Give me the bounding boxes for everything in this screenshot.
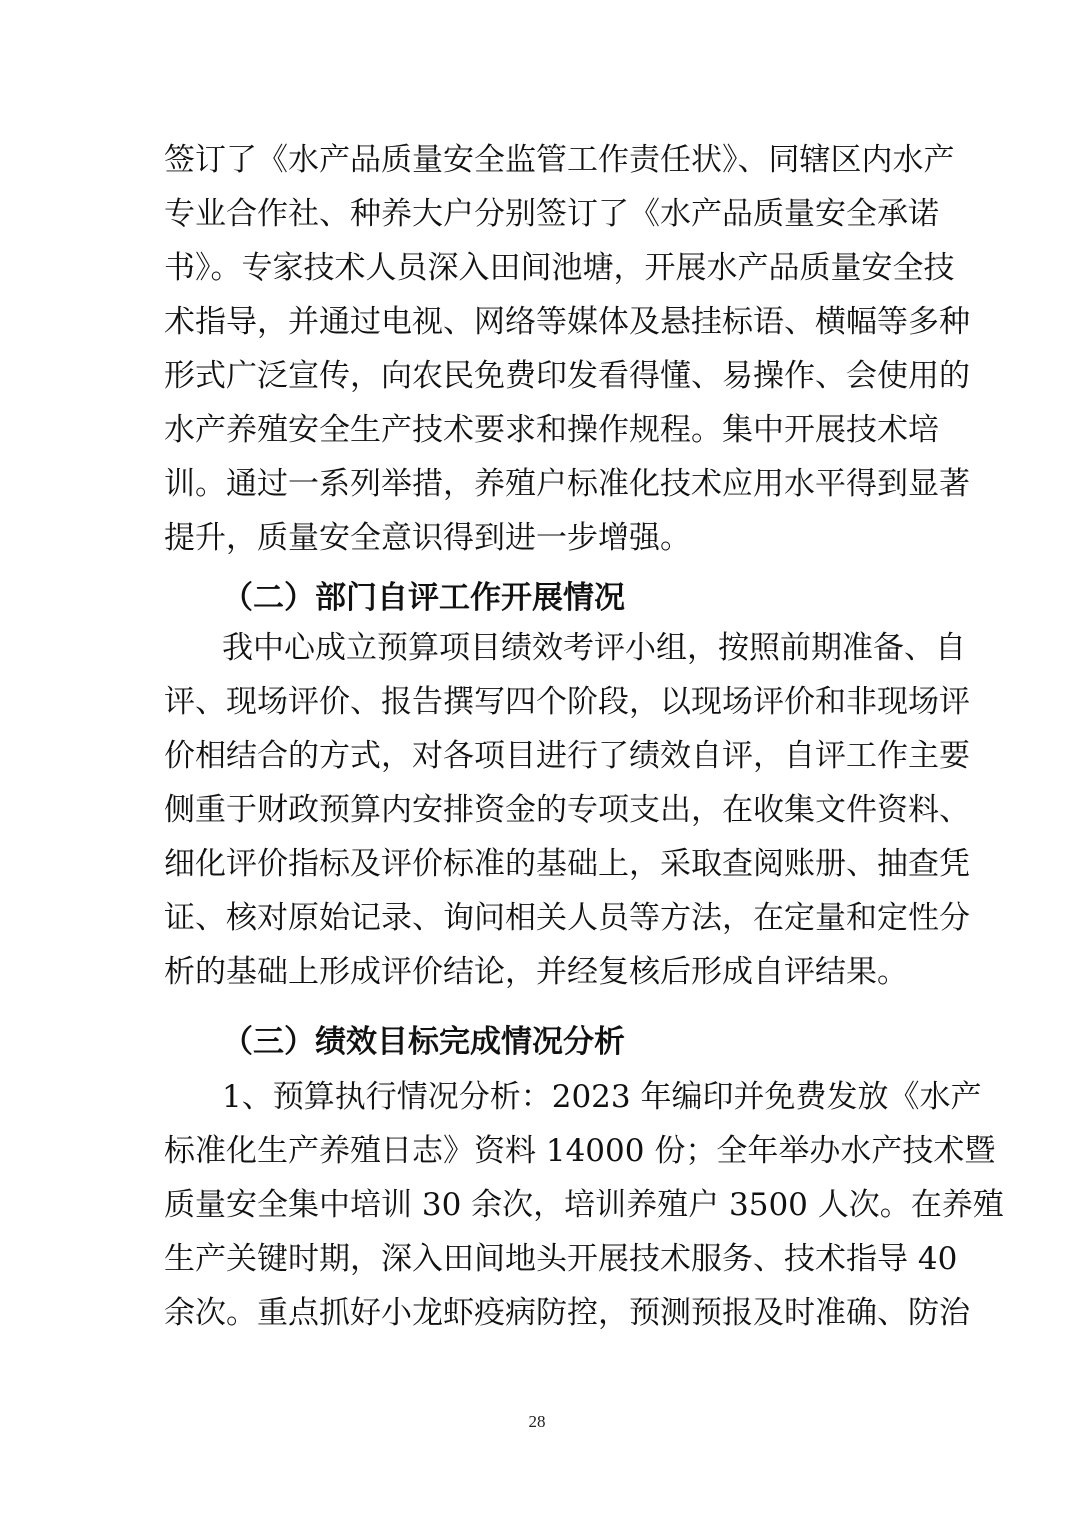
paragraph-2-line: 价相结合的方式，对各项目进行了绩效自评，自评工作主要 [164, 738, 970, 774]
paragraph-1-line: 提升，质量安全意识得到进一步增强。 [164, 520, 691, 556]
paragraph-2-line: 细化评价指标及评价标准的基础上，采取查阅账册、抽查凭 [164, 846, 970, 882]
paragraph-1-line: 书》。专家技术人员深入田间池塘，开展水产品质量安全技 [164, 250, 955, 286]
paragraph-3-line: 生产关键时期，深入田间地头开展技术服务、技术指导 40 [164, 1241, 958, 1277]
paragraph-1-line: 术指导，并通过电视、网络等媒体及悬挂标语、横幅等多种 [164, 304, 970, 340]
paragraph-2-line: 析的基础上形成评价结论，并经复核后形成自评结果。 [164, 954, 908, 990]
section-heading: （三）绩效目标完成情况分析 [222, 1024, 625, 1060]
section-heading: （二）部门自评工作开展情况 [222, 580, 625, 616]
paragraph-2-line: 我中心成立预算项目绩效考评小组，按照前期准备、自 [222, 630, 966, 666]
page-number: 28 [528, 1412, 546, 1431]
paragraph-2-line: 评、现场评价、报告撰写四个阶段，以现场评价和非现场评 [164, 684, 970, 720]
paragraph-1 [164, 133, 970, 565]
paragraph-3-line: 1、预算执行情况分析：2023 年编印并免费发放《水产 [222, 1079, 982, 1115]
paragraph-1-line: 专业合作社、种养大户分别签订了《水产品质量安全承诺 [164, 196, 939, 232]
paragraph-3 [164, 1070, 1004, 1340]
paragraph-2 [164, 621, 970, 999]
section-2 [164, 571, 916, 625]
paragraph-1-line: 水产养殖安全生产技术要求和操作规程。集中开展技术培 [164, 412, 939, 448]
paragraph-1-line: 签订了《水产品质量安全监管工作责任状》、同辖区内水产 [164, 142, 955, 178]
paragraph-2-line: 证、核对原始记录、询问相关人员等方法，在定量和定性分 [164, 900, 970, 936]
section-3 [164, 1015, 916, 1069]
paragraph-1-line: 形式广泛宣传，向农民免费印发看得懂、易操作、会使用的 [164, 358, 970, 394]
paragraph-3-line: 标准化生产养殖日志》资料 14000 份；全年举办水产技术暨 [164, 1133, 996, 1169]
paragraph-3-line: 质量安全集中培训 30 余次，培训养殖户 3500 人次。在养殖 [164, 1187, 1004, 1223]
paragraph-2-line: 侧重于财政预算内安排资金的专项支出，在收集文件资料、 [164, 792, 970, 828]
paragraph-3-line: 余次。重点抓好小龙虾疫病防控，预测预报及时准确、防治 [164, 1295, 970, 1331]
paragraph-1-line: 训。通过一系列举措，养殖户标准化技术应用水平得到显著 [164, 466, 970, 502]
